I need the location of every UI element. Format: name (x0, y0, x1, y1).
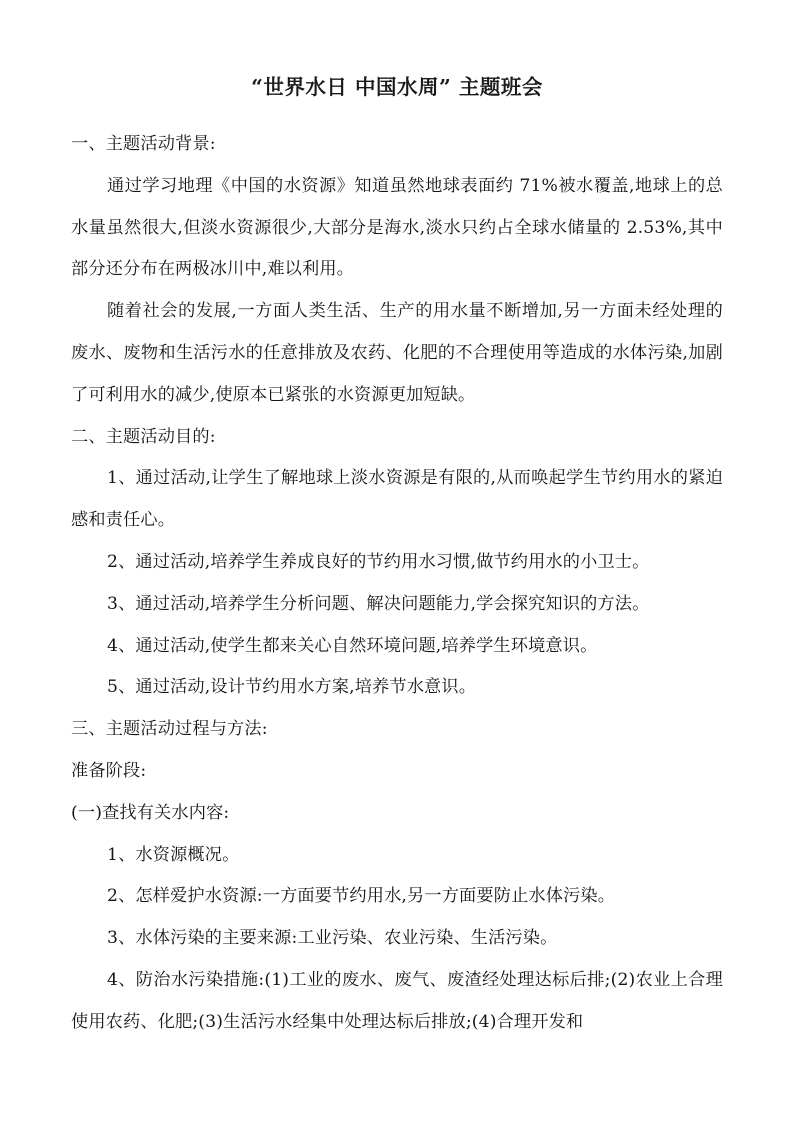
section-heading-3: 三、主题活动过程与方法: (71, 719, 268, 740)
section-2-item-4: 4、通过活动,使学生都来关心自然环境问题,培养学生环境意识。 (107, 635, 598, 656)
section-3-stage-label: 准备阶段: (71, 760, 147, 781)
section-3-sub1-item-3: 3、水体污染的主要来源:工业污染、农业污染、生活污染。 (107, 928, 558, 949)
title-spacer (71, 102, 723, 124)
section-2-item-2: 2、通过活动,培养学生养成良好的节约用水习惯,做节约用水的小卫士。 (107, 551, 650, 572)
section-3-subsection-1-heading: (一)查找有关水内容: (71, 802, 230, 823)
page-title: “世界水日 中国水周” 主题班会 (251, 75, 543, 99)
document-body (71, 0, 723, 1044)
section-1-paragraph-1: 通过学习地理《中国的水资源》知道虽然地球表面约 71%被水覆盖,地球上的总水量虽然很大,但淡水资源很少,大部分是海水,淡水只约占全球水储量的 2.53%,其中部分还分布在两极冰川中,难以利用。 (71, 175, 723, 280)
section-3-sub1-item-4: 4、防治水污染措施:(1)工业的废水、废气、废渣经处理达标后排;(2)农业上合理使用农药、化肥;(3)生活污水经集中处理达标后排放;(4)合理开发和 (71, 969, 723, 1032)
section-heading-2: 二、主题活动目的: (71, 426, 216, 447)
section-2-item-1: 1、通过活动,让学生了解地球上淡水资源是有限的,从而唤起学生节约用水的紧迫感和责任心。 (71, 468, 723, 531)
section-1-paragraph-2: 随着社会的发展,一方面人类生活、生产的用水量不断增加,另一方面未经处理的废水、废物和生活污水的任意排放及农药、化肥的不合理使用等造成的水体污染,加剧了可利用水的减少,使原本已紧张的水资源更加短缺。 (71, 301, 723, 405)
section-heading-1: 一、主题活动背景: (71, 134, 216, 154)
section-2-item-5: 5、通过活动,设计节约用水方案,培养节水意识。 (107, 677, 477, 698)
section-3-sub1-item-1: 1、水资源概况。 (107, 844, 240, 865)
section-3-sub1-item-2: 2、怎样爱护水资源:一方面要节约用水,另一方面要防止水体污染。 (107, 886, 616, 907)
section-2-item-3: 3、通过活动,培养学生分析问题、解决问题能力,学会探究知识的方法。 (107, 593, 650, 614)
